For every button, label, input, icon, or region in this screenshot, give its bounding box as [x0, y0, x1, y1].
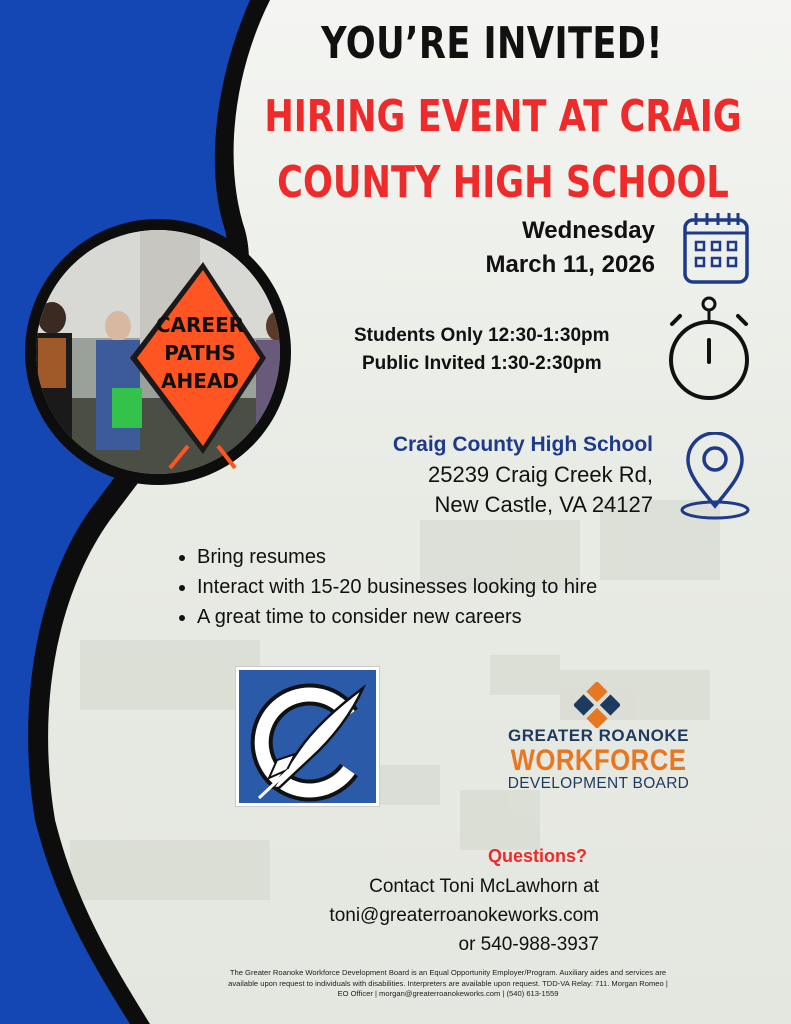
- event-title-line2: COUNTY HIGH SCHOOL: [277, 157, 729, 208]
- contact-phone: or 540-988-3937: [458, 934, 599, 955]
- partner-logo-line1: GREATER ROANOKE: [508, 726, 689, 745]
- contact-email[interactable]: toni@greaterroanokeworks.com: [329, 905, 599, 926]
- event-photo: [20, 218, 300, 488]
- map-pin-icon: [678, 432, 752, 520]
- event-full-date: March 11, 2026: [485, 251, 655, 278]
- partner-logo-line2: WORKFORCE: [510, 744, 687, 777]
- eo-disclaimer: The Greater Roanoke Workforce Development Board is an Equal Opportunity Employer/Program. Auxiliary aides and services are available upon request to individuals with disabilities. Interpreters are available upon request. TDD-VA Relay: 711. Morgan Romeo | EO Officer | morgan@greaterroanokeworks.com | (540) 613-1559: [228, 968, 668, 998]
- partner-logo-line3: DEVELOPMENT BOARD: [507, 775, 690, 792]
- list-item: • Interact with 15-20 businesses looking to hire: [197, 572, 597, 602]
- event-times: [354, 322, 610, 378]
- event-highlights: [175, 542, 597, 632]
- calendar-icon: [682, 211, 750, 285]
- contact-info: [329, 872, 599, 959]
- students-time: Students Only 12:30-1:30pm: [354, 325, 610, 346]
- list-item: • Bring resumes: [197, 542, 597, 572]
- svg-text:CAREER: CAREER: [155, 313, 245, 337]
- event-weekday: Wednesday: [522, 217, 655, 244]
- school-logo: [236, 667, 379, 806]
- questions-heading: Questions?: [488, 846, 588, 866]
- event-title-line1: HIRING EVENT AT CRAIG: [264, 91, 742, 142]
- contact-line: Contact Toni McLawhorn at: [369, 876, 599, 897]
- location-name: Craig County High School: [392, 433, 653, 456]
- svg-text:PATHS: PATHS: [164, 341, 236, 365]
- invite-heading: YOU’RE INVITED!: [321, 18, 663, 69]
- stopwatch-icon: [666, 296, 752, 402]
- list-item: • A great time to consider new careers: [197, 602, 597, 632]
- rocket-logo-icon: [239, 670, 376, 803]
- location-street: 25239 Craig Creek Rd,: [427, 462, 653, 487]
- public-time: Public Invited 1:30-2:30pm: [362, 353, 602, 374]
- workforce-board-icon: [574, 682, 620, 728]
- event-date: [486, 214, 655, 282]
- event-location: [393, 430, 653, 520]
- location-city: New Castle, VA 24127: [434, 492, 653, 517]
- event-title: [255, 84, 751, 216]
- svg-text:AHEAD: AHEAD: [161, 369, 239, 393]
